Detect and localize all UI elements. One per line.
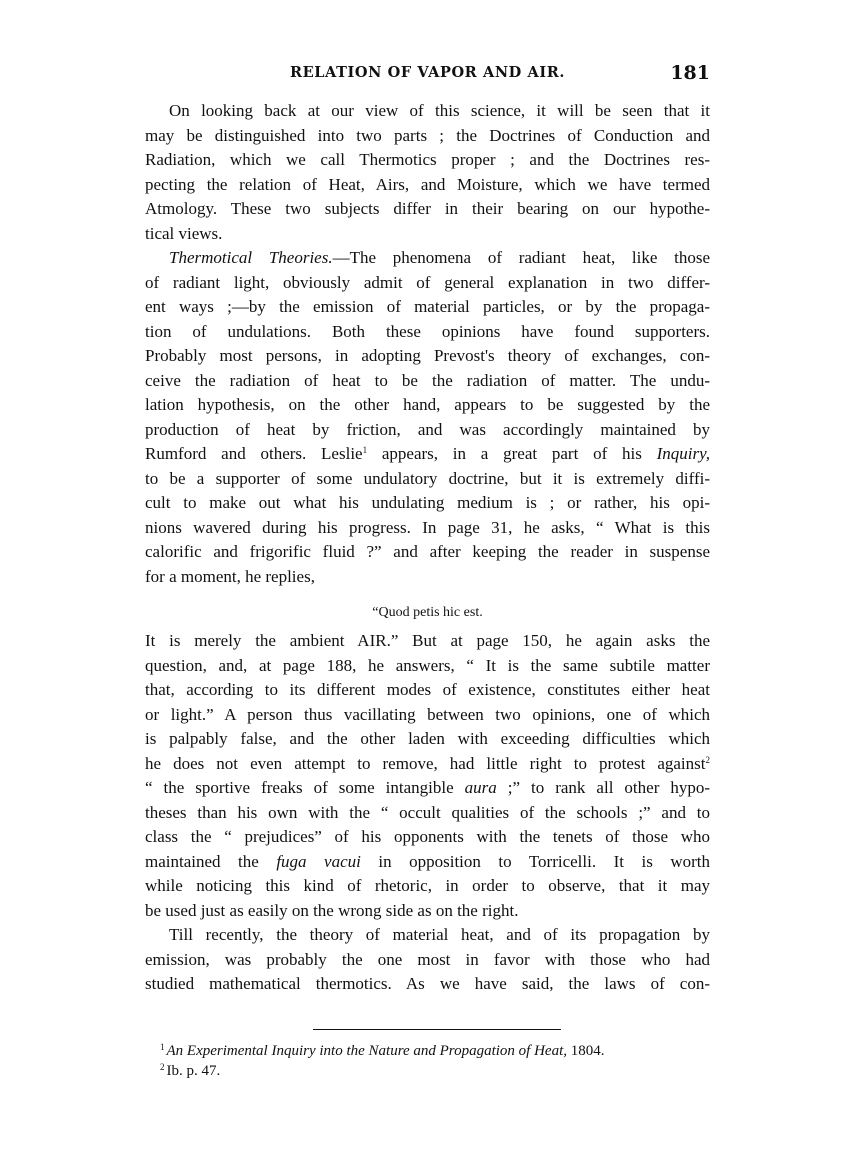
text-line: lation hypothesis, on the other hand, appears to be suggested by the [145, 395, 710, 414]
footnote-marker: 2 [160, 1062, 165, 1072]
text-line: or light.” A person thus vacillating between two opinions, one of which [145, 704, 710, 724]
text-line: cult to make out what his undulating medium is ; or rather, his opi- [145, 493, 710, 512]
text-line: to be a supporter of some undulatory doctrine, but it is extremely diffi- [145, 468, 710, 488]
text-line [145, 850, 710, 875]
footnote-text: 1804. [567, 1043, 605, 1059]
running-head [145, 62, 710, 90]
footnote-ref: 1 [362, 445, 368, 455]
text-line: tical views. [145, 223, 223, 243]
text-line: Probably most persons, in adopting Prevost's theory of exchanges, con- [145, 346, 710, 365]
text-line: Radiation, which we call Thermotics proper ; and the Doctrines res- [145, 150, 710, 169]
footnote-2 [160, 1057, 720, 1077]
text-line: pecting the relation of Heat, Airs, and Moisture, which we have termed [145, 174, 710, 194]
text-span: appears, in a great part of his [367, 444, 657, 463]
text-line: nions wavered during his progress. In page 31, he asks, “ What is this [145, 517, 710, 537]
text-line: Atmology. These two subjects differ in their bearing on our hypothe- [145, 199, 710, 218]
text-span: “ the sportive freaks of some intangible [145, 778, 465, 797]
text-line: emission, was probably the one most in favor with those who had [145, 949, 710, 969]
footnotes [160, 1037, 720, 1077]
footnote-marker: 1 [160, 1042, 165, 1052]
text-line [145, 246, 710, 271]
text-line: be used just as easily on the wrong side as on the right. [145, 900, 519, 920]
text-line: for a moment, he replies, [145, 566, 315, 586]
block-quote: “Quod petis hic est. [372, 605, 483, 620]
text-line: question, and, at page 188, he answers, “ It is the same subtile matter [145, 655, 710, 675]
footnote-text: Ib. p. 47. [166, 1063, 221, 1079]
italic-word: aura [464, 778, 497, 797]
running-title: RELATION OF VAPOR AND AIR. [289, 64, 566, 81]
text-line: that, according to its different modes of existence, constitutes either heat [145, 680, 710, 699]
footnote-title: An Experimental Inquiry into the Nature and Propagation of Heat, [166, 1043, 568, 1059]
italic-title: Inquiry, [656, 444, 710, 463]
text-line: studied mathematical thermotics. As we have said, the laws of con- [145, 974, 710, 993]
text-line [145, 776, 710, 801]
text-line: theses than his own with the “ occult qualities of the schools ;” and to [145, 802, 710, 822]
section-heading: Thermotical Theories. [169, 248, 333, 267]
text-span: he does not even attempt to remove, had little right to protest against [145, 753, 706, 773]
text-line: tion of undulations. Both these opinions have found supporters. [145, 321, 710, 341]
footnote-1 [160, 1037, 720, 1057]
text-line: calorific and frigorific fluid ?” and after keeping the reader in suspense [145, 542, 710, 561]
text-line: of radiant light, obviously admit of general explanation in two differ- [145, 272, 710, 292]
text-span: maintained the [145, 851, 277, 871]
text-line: class the “ prejudices” of his opponents with the tenets of those who [145, 827, 710, 846]
text-line: Till recently, the theory of material heat, and of its propagation by [169, 925, 710, 944]
text-span: ;” to rank all other hypo- [496, 778, 711, 797]
text-span: in opposition to Torricelli. It is worth [360, 851, 710, 871]
text-line: may be distinguished into two parts ; the Doctrines of Conduction and [145, 125, 710, 145]
text-line: while noticing this kind of rhetoric, in order to observe, that it may [145, 876, 710, 895]
text-line: ceive the radiation of heat to be the radiation of matter. The undu- [145, 370, 710, 390]
italic-phrase: fuga vacui [276, 851, 361, 871]
body-text [145, 99, 710, 997]
text-span: Rumford and others. Leslie [145, 444, 363, 463]
page-number: 181 [670, 62, 710, 84]
text-line [145, 752, 710, 777]
text-line: is palpably false, and the other laden with exceeding difficulties which [145, 729, 710, 748]
text-line [145, 442, 710, 467]
footnote-ref: 2 [705, 754, 710, 765]
text-line: It is merely the ambient AIR.” But at page 150, he again asks the [145, 631, 710, 650]
text-span: —The phenomena of radiant heat, like those [332, 248, 711, 267]
text-line: ent ways ;—by the emission of material particles, or by the propaga- [145, 297, 710, 316]
text-line: On looking back at our view of this science, it will be seen that it [169, 101, 710, 120]
footnote-divider [313, 1029, 561, 1030]
text-line: production of heat by friction, and was accordingly maintained by [145, 419, 710, 439]
